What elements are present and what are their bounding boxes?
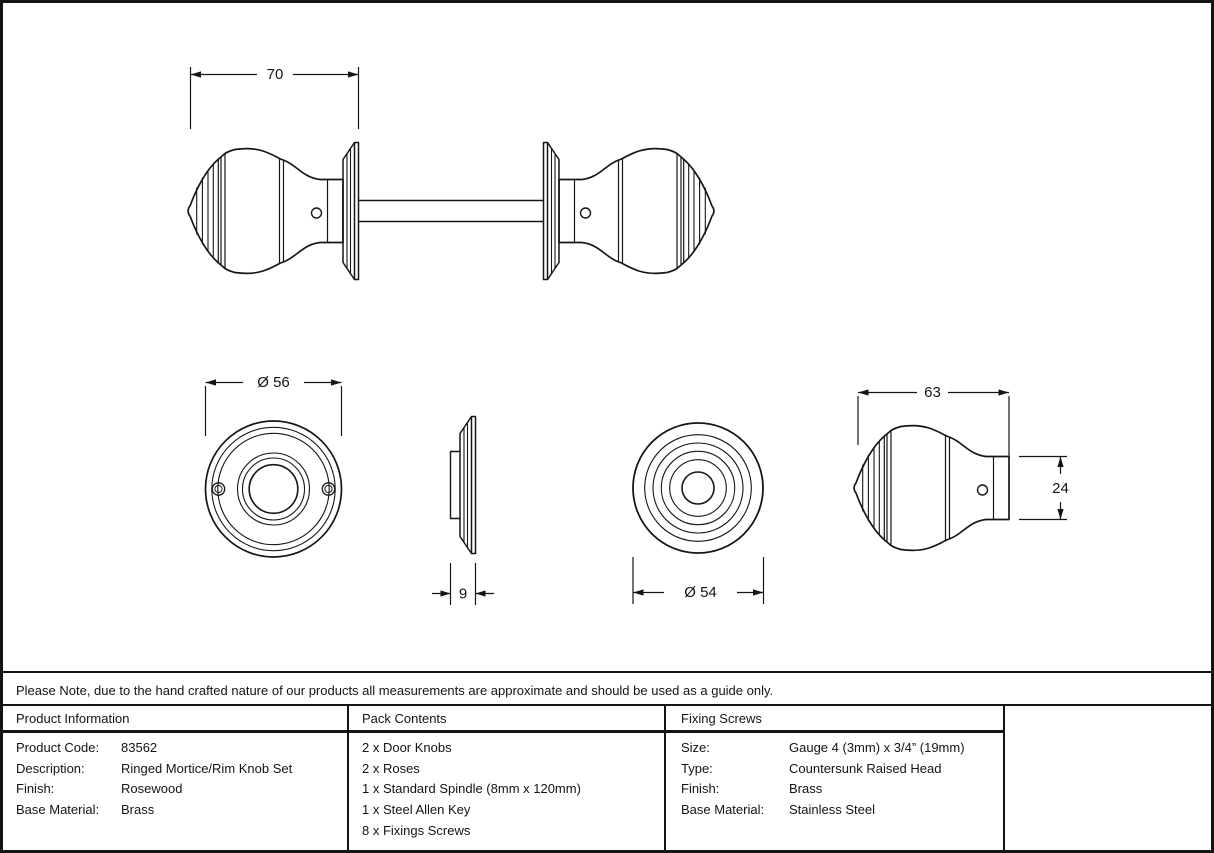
row-value: Stainless Steel xyxy=(789,802,875,818)
dimension-knob-stem-height xyxy=(1019,457,1069,520)
arrow-right xyxy=(999,389,1010,395)
table-row xyxy=(681,779,965,800)
divider-col1-col2 xyxy=(347,704,349,850)
row-label: Base Material: xyxy=(681,802,765,818)
row-label: Finish: xyxy=(16,781,55,797)
row-label: Product Code: xyxy=(16,740,100,755)
list-item: 2 x Door Knobs xyxy=(362,740,452,755)
rose-side-view xyxy=(451,417,476,554)
arrow-left xyxy=(858,389,869,395)
arrow-right-inward xyxy=(441,590,451,596)
divider-col3-col4 xyxy=(1003,704,1005,850)
dimension-knob-diameter xyxy=(633,557,764,604)
table-row xyxy=(16,779,292,800)
arrow-left-inward xyxy=(476,590,486,596)
fixing-screws-header: Fixing Screws xyxy=(681,711,762,726)
row-label: Description: xyxy=(16,760,85,776)
table-row xyxy=(16,800,292,821)
row-label: Size: xyxy=(681,740,710,755)
list-item: 1 x Standard Spindle (8mm x 120mm) xyxy=(362,781,581,797)
technical-drawing xyxy=(3,3,1211,670)
header-row-top-border xyxy=(3,704,1211,706)
dim-70-label: 70 xyxy=(266,66,284,83)
header-row-bottom-border xyxy=(3,730,1003,733)
note-row-top-border xyxy=(3,671,1211,673)
assembly-view xyxy=(188,143,714,280)
dimension-rose-depth xyxy=(432,563,494,605)
dim-rose-depth-label: 9 xyxy=(458,585,468,603)
knob-side-view xyxy=(854,426,1009,551)
arrow-down xyxy=(1057,509,1063,520)
arrow-right xyxy=(753,589,764,595)
table-row xyxy=(681,738,965,759)
row-value: Ringed Mortice/Rim Knob Set xyxy=(121,760,293,776)
row-label: Base Material: xyxy=(16,802,100,818)
list-item: 1 x Steel Allen Key xyxy=(362,802,471,818)
dimension-assembly-width xyxy=(191,66,359,129)
dimension-rose-diameter xyxy=(206,374,342,436)
rose-boss xyxy=(451,452,461,519)
table-row xyxy=(681,759,965,780)
pack-contents-header: Pack Contents xyxy=(362,711,447,726)
row-label: Finish: xyxy=(681,781,720,797)
row-value: Gauge 4 (3mm) x 3/4” (19mm) xyxy=(789,740,965,755)
divider-col2-col3 xyxy=(664,704,666,850)
rose-front-view xyxy=(206,421,342,557)
dim-rose-diameter-label: Ø 56 xyxy=(257,374,290,391)
pack-contents-column xyxy=(362,738,581,842)
arrow-left xyxy=(191,71,202,77)
product-information-header: Product Information xyxy=(16,711,130,726)
table-row xyxy=(16,759,292,780)
measurement-note: Please Note, due to the hand crafted nature of our products all measurements are approximate and should be used as a guide only. xyxy=(16,683,774,698)
dimension-knob-length xyxy=(858,384,1009,457)
row-value: Brass xyxy=(789,781,823,797)
knob-front-view xyxy=(633,423,763,553)
fixing-screws-column xyxy=(681,738,965,821)
table-row xyxy=(16,738,292,759)
dim-knob-diameter-label: Ø 54 xyxy=(684,584,717,601)
dim-knob-length-label: 63 xyxy=(924,384,941,401)
row-value: Rosewood xyxy=(121,781,183,797)
row-value: 83562 xyxy=(121,740,158,755)
product-information-column xyxy=(16,738,292,821)
arrow-right xyxy=(348,71,359,77)
row-label: Type: xyxy=(681,760,713,776)
arrow-left xyxy=(206,379,217,385)
list-item: 8 x Fixings Screws xyxy=(362,822,471,838)
arrow-up xyxy=(1057,457,1063,468)
arrow-right xyxy=(331,379,342,385)
row-value: Brass xyxy=(121,802,155,818)
table-row xyxy=(681,800,965,821)
row-value: Countersunk Raised Head xyxy=(789,760,942,776)
list-item: 2 x Roses xyxy=(362,760,420,776)
spindle xyxy=(359,201,544,222)
dim-knob-stem-label: 24 xyxy=(1052,480,1069,497)
arrow-left xyxy=(633,589,644,595)
